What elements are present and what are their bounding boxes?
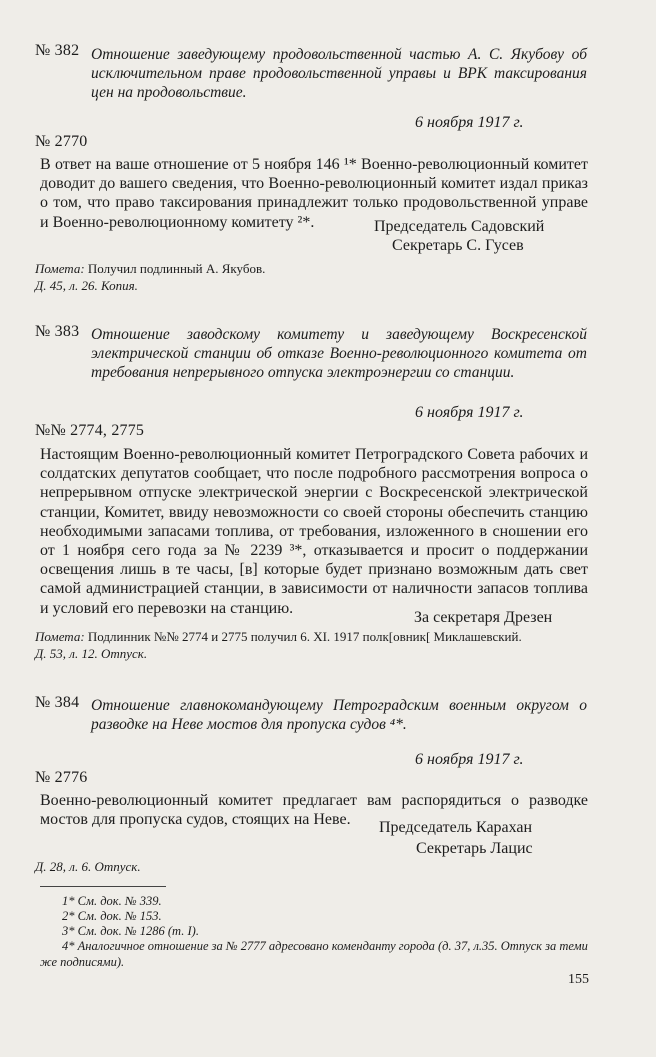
doc-body: Военно-революционный комитет предлагает вам распорядиться о разводке мостов для пропуска судов, стоящих на Неве. [40,792,588,829]
doc-date: 6 ноября 1917 г. [415,114,524,131]
doc-date: 6 ноября 1917 г. [415,404,524,421]
doc-number: № 382 [35,42,80,59]
footnote: 2* См. док. № 153. [62,909,162,923]
footnote: 3* См. док. № 1286 (т. I). [62,924,199,938]
doc-body: В ответ на ваше отношение от 5 ноября 146 ¹* Военно-революционный комитет доводит до вашего сведения, что Военно-революционный комитет издал приказ о том, что право таксирования принадлежит только продовольственной управе и Военно-революционному комитету ²*. [40,156,588,231]
footnote: 4* Аналогичное отношение за № 2777 адресовано коменданту города (д. 37, л.35. Отпуск за теми же подписями). [40,939,588,969]
note-text: Подлинник №№ 2774 и 2775 получил 6. XI. 1917 полк[овник[ Миклашевский. [87,629,522,644]
doc-body: Настоящим Военно-революционный комитет Петроградского Совета рабочих и солдатских депутатов сообщает, что после подробного рассмотрения вопроса о непрерывном отпуске электрической энергии с Воскресенской электрической станции, Комитет, ввиду невозможности со своей стороны обеспечить станцию необходимыми запасами топлива, от требования, изложенного в сношении его от 1 ноября сего года за № 2239 ³*, отказывается и просит о поддержании освещения лишь в те часы, [в] которые будет признано возможным дать свет самой администрацией станции, в зависимости от наличности запасов топлива и условий его перевозки на станцию. [40,446,588,617]
registration-number: № 2776 [35,769,88,786]
doc-title: Отношение заводскому комитету и заведующему Воскресенской электрической станции об отказе Военно-революционного комитета от требования непрерывного отпуска электроэнергии со станции. [91,326,587,381]
note-text: Получил подлинный А. Якубов. [87,261,266,276]
doc-date: 6 ноября 1917 г. [415,751,524,768]
signature-secretary: За секретаря Дрезен [414,609,553,626]
page-number: 155 [568,972,589,987]
archive-ref: Д. 28, л. 6. Отпуск. [35,859,141,874]
signature-chairman: Председатель Садовский [374,218,545,235]
note [35,260,265,277]
registration-number: №№ 2774, 2775 [35,422,145,439]
doc-title: Отношение главнокомандующему Петроградским военным округом о разводке на Неве мостов для пропуска судов ⁴*. [91,697,587,733]
footnote: 1* См. док. № 339. [62,894,162,908]
signature-secretary: Секретарь Лацис [416,840,533,857]
archive-ref: Д. 53, л. 12. Отпуск. [35,646,148,661]
archive-ref: Д. 45, л. 26. Копия. [35,278,138,293]
note [35,628,522,645]
note-label: Помета: [35,261,85,276]
doc-number: № 383 [35,323,80,340]
signature-chairman: Председатель Карахан [379,819,533,836]
registration-number: № 2770 [35,133,88,150]
note-label: Помета: [35,629,85,644]
footnote-divider [40,886,166,887]
doc-number: № 384 [35,694,80,711]
doc-title: Отношение заведующему продовольственной частью А. С. Якубову об исключительном праве продовольственной управы и ВРК таксирования цен на продовольствие. [91,46,587,101]
signature-secretary: Секретарь С. Гусев [392,237,524,254]
